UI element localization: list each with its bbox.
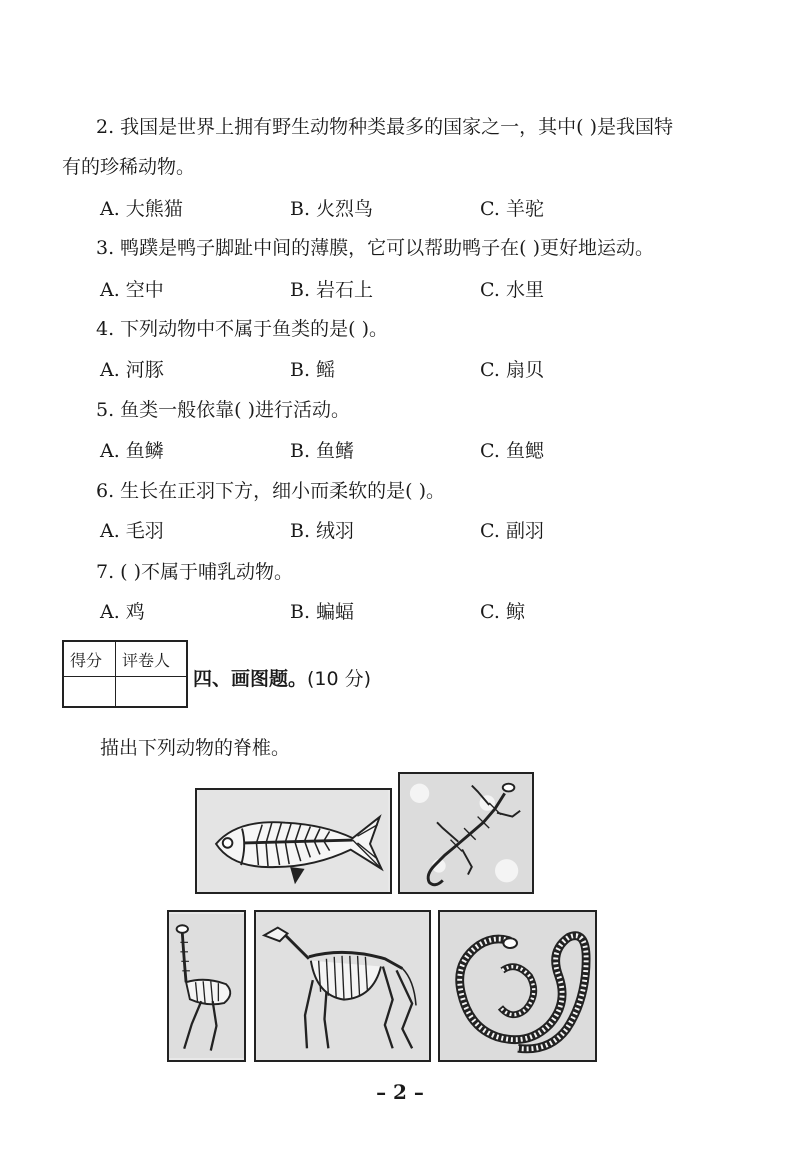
question-4-option-a: A. 河豚 [100,359,164,381]
snake-skeleton-image [438,910,597,1062]
question-5-option-c: C. 鱼鳃 [480,440,544,462]
question-2-option-c: C. 羊驼 [480,198,544,220]
question-6-option-b: B. 绒羽 [290,520,355,542]
question-6-option-c: C. 副羽 [480,520,544,542]
page-number: – 2 – [376,1080,424,1104]
score-table [62,640,188,708]
section-title: 四、画图题。 [193,668,308,690]
score-table-row-divider [64,676,186,677]
question-6-option-a: A. 毛羽 [100,520,164,542]
question-4-line-1: 4. 下列动物中不属于鱼类的是( )。 [96,318,389,340]
question-7-option-b: B. 蝙蝠 [290,601,355,623]
question-4-option-c: C. 扇贝 [480,359,544,381]
fish-skeleton-image [195,788,392,894]
instruction: 描出下列动物的脊椎。 [100,737,291,759]
question-4-option-b: B. 鳐 [290,359,336,381]
question-3-option-b: B. 岩石上 [290,279,374,301]
ostrich-skeleton-image [167,910,246,1062]
question-6-line-1: 6. 生长在正羽下方，细小而柔软的是( )。 [96,480,446,502]
question-7-option-a: A. 鸡 [100,601,145,623]
section-heading [193,664,371,691]
question-3-option-a: A. 空中 [100,279,164,301]
question-5-option-a: A. 鱼鳞 [100,440,164,462]
question-5-option-b: B. 鱼鳍 [290,440,355,462]
question-2-option-a: A. 大熊猫 [100,198,183,220]
question-2-line-2: 有的珍稀动物。 [62,156,196,178]
section-points: (10 分) [307,668,372,690]
question-7-line-1: 7. ( )不属于哺乳动物。 [96,561,294,583]
question-7-option-c: C. 鲸 [480,601,525,623]
grader-label: 评卷人 [122,651,171,670]
question-2-option-b: B. 火烈鸟 [290,198,374,220]
question-5-line-1: 5. 鱼类一般依靠( )进行活动。 [96,399,351,421]
lizard-skeleton-image [398,772,534,894]
horse-skeleton-image [254,910,431,1062]
score-table-divider [115,642,116,706]
question-2-line-1: 2. 我国是世界上拥有野生动物种类最多的国家之一，其中( )是我国特 [96,116,674,138]
question-3-line-1: 3. 鸭蹼是鸭子脚趾中间的薄膜，它可以帮助鸭子在( )更好地运动。 [96,237,655,259]
score-label: 得分 [70,651,103,670]
question-3-option-c: C. 水里 [480,279,544,301]
